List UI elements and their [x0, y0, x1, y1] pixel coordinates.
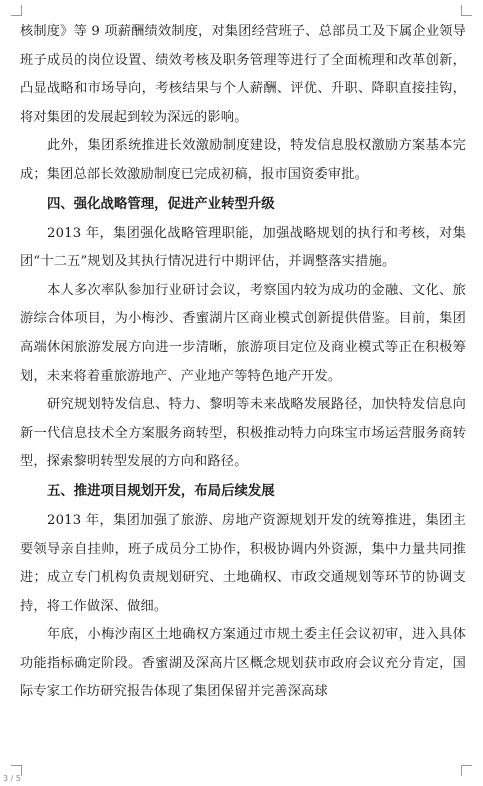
paragraph-strategy-2013: 2013 年，集团强化战略管理职能，加强战略规划的执行和考核，对集团“十二五”规划及其执行情况进行中期评估，并调整落实措施。: [20, 225, 466, 270]
paragraph-industry-research: 本人多次率队参加行业研讨会议，考察国内较为成功的金融、文化、旅游综合体项目，为小梅沙、香蜜湖片区商业模式创新提供借鉴。目前，集团高端休闲旅游发展方向进一步清晰，旅游项目定位及商业模式等正在积极筹划，未来将着重旅游地产、产业地产等特色地产开发。: [20, 282, 466, 384]
paragraph-incentive-system: 此外，集团系统推进长效激励制度建设，特发信息股权激励方案基本完成；集团总部长效激励制度已完成初稿，报市国资委审批。: [20, 138, 466, 182]
page-number-indicator: 3 / 5: [3, 774, 21, 783]
paragraph-project-2013: 2013 年，集团加强了旅游、房地产资源规划开发的统筹推进，集团主要领导亲自挂帅，班子成员分工协作，积极协调内外资源，集中力量共同推进；成立专门机构负责规划研究、土地确权、市政交通规划等环节的协调支持，将工作做深、做细。: [20, 512, 466, 614]
page-corner-mark-top-right: [461, 5, 472, 16]
paragraph-transformation-path: 研究规划特发信息、特力、黎明等未来战略发展路径，加快特发信息向新一代信息技术全方案服务商转型，积极推动特力向珠宝市场运营服务商转型，探索黎明转型发展的方向和路径。: [20, 397, 466, 470]
page-corner-mark-top-left: [11, 5, 22, 16]
section-heading-project-planning: 五、推进项目规划开发，布局后续发展: [47, 483, 275, 499]
section-heading-strategy: 四、强化战略管理，促进产业转型升级: [47, 196, 275, 212]
document-body: [20, 18, 466, 707]
paragraph-year-end: 年底，小梅沙南区土地确权方案通过市规土委主任会议初审，进入具体功能指标确定阶段。香蜜湖及深高片区概念规划获市政府会议充分肯定，国际专家工作坊研究报告体现了集团保留并完善深高球: [20, 627, 466, 700]
paragraph-salary-system: 核制度》等 9 项薪酬绩效制度，对集团经营班子、总部员工及下属企业领导班子成员的岗位设置、绩效考核及职务管理等进行了全面梳理和改革创新，凸显战略和市场导向，考核结果与个人薪酬、评优、升职、降职直接挂钩，将对集团的发展起到较为深远的影响。: [20, 24, 466, 125]
page-corner-mark-bottom-right: [461, 765, 472, 776]
